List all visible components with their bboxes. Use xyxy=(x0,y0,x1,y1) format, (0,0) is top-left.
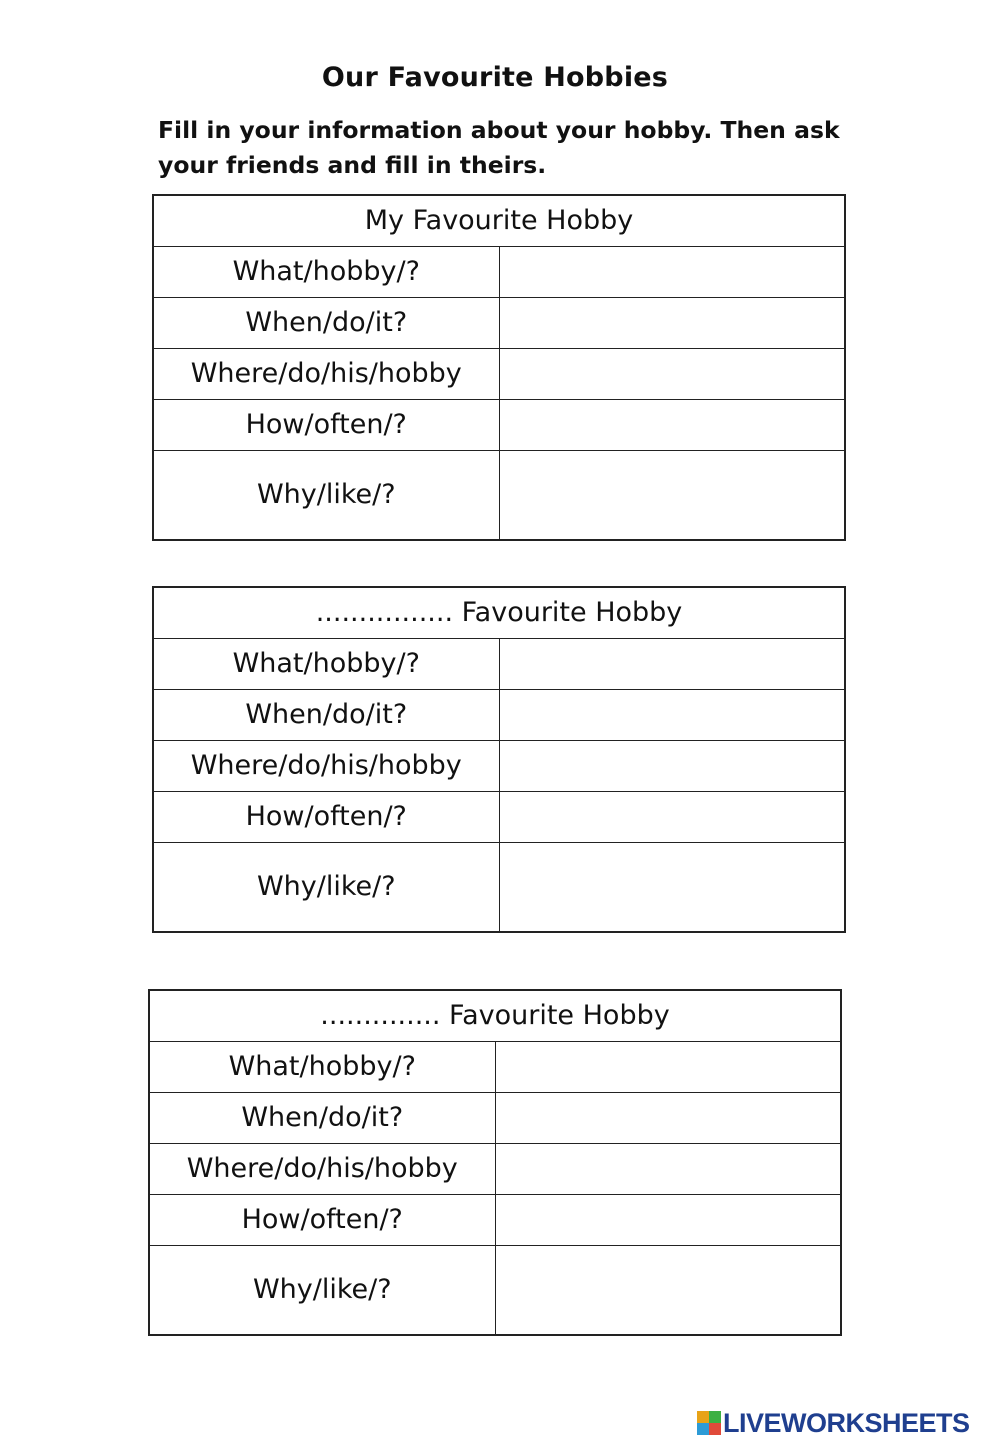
answer-field-where[interactable] xyxy=(499,348,845,399)
hobby-table-mine xyxy=(152,194,846,541)
answer-field-why-like[interactable] xyxy=(499,842,845,932)
answer-field-when[interactable] xyxy=(495,1092,841,1143)
answer-field-what-hobby[interactable] xyxy=(495,1041,841,1092)
answer-field-why-like[interactable] xyxy=(499,450,845,540)
answer-field-how-often[interactable] xyxy=(499,399,845,450)
answer-field-when[interactable] xyxy=(499,297,845,348)
table-heading: My Favourite Hobby xyxy=(153,195,845,246)
question-how-often: How/often/? xyxy=(153,791,499,842)
question-what-hobby: What/hobby/? xyxy=(153,638,499,689)
liveworksheets-logo[interactable] xyxy=(697,1408,970,1438)
question-where: Where/do/his/hobby xyxy=(153,740,499,791)
question-why-like: Why/like/? xyxy=(153,842,499,932)
answer-field-how-often[interactable] xyxy=(495,1194,841,1245)
question-where: Where/do/his/hobby xyxy=(153,348,499,399)
table-heading: ................ Favourite Hobby xyxy=(153,587,845,638)
question-why-like: Why/like/? xyxy=(153,450,499,540)
question-how-often: How/often/? xyxy=(149,1194,495,1245)
hobby-table-friend-2 xyxy=(148,989,842,1336)
question-when: When/do/it? xyxy=(149,1092,495,1143)
answer-field-why-like[interactable] xyxy=(495,1245,841,1335)
logo-text: LIVEWORKSHEETS xyxy=(723,1407,970,1438)
instructions: Fill in your information about your hobby. Then ask your friends and fill in theirs. xyxy=(158,116,840,179)
question-how-often: How/often/? xyxy=(153,399,499,450)
question-what-hobby: What/hobby/? xyxy=(153,246,499,297)
logo-block-1 xyxy=(697,1411,709,1423)
logo-block-3 xyxy=(697,1423,709,1435)
answer-field-where[interactable] xyxy=(495,1143,841,1194)
liveworksheets-logo-icon xyxy=(697,1411,721,1435)
logo-block-4 xyxy=(709,1423,721,1435)
question-what-hobby: What/hobby/? xyxy=(149,1041,495,1092)
question-when: When/do/it? xyxy=(153,689,499,740)
page-title: Our Favourite Hobbies xyxy=(321,62,669,93)
answer-field-how-often[interactable] xyxy=(499,791,845,842)
hobby-table-friend-1 xyxy=(152,586,846,933)
answer-field-what-hobby[interactable] xyxy=(499,246,845,297)
table-heading: .............. Favourite Hobby xyxy=(149,990,841,1041)
answer-field-what-hobby[interactable] xyxy=(499,638,845,689)
question-where: Where/do/his/hobby xyxy=(149,1143,495,1194)
answer-field-when[interactable] xyxy=(499,689,845,740)
question-when: When/do/it? xyxy=(153,297,499,348)
answer-field-where[interactable] xyxy=(499,740,845,791)
logo-block-2 xyxy=(709,1411,721,1423)
question-why-like: Why/like/? xyxy=(149,1245,495,1335)
